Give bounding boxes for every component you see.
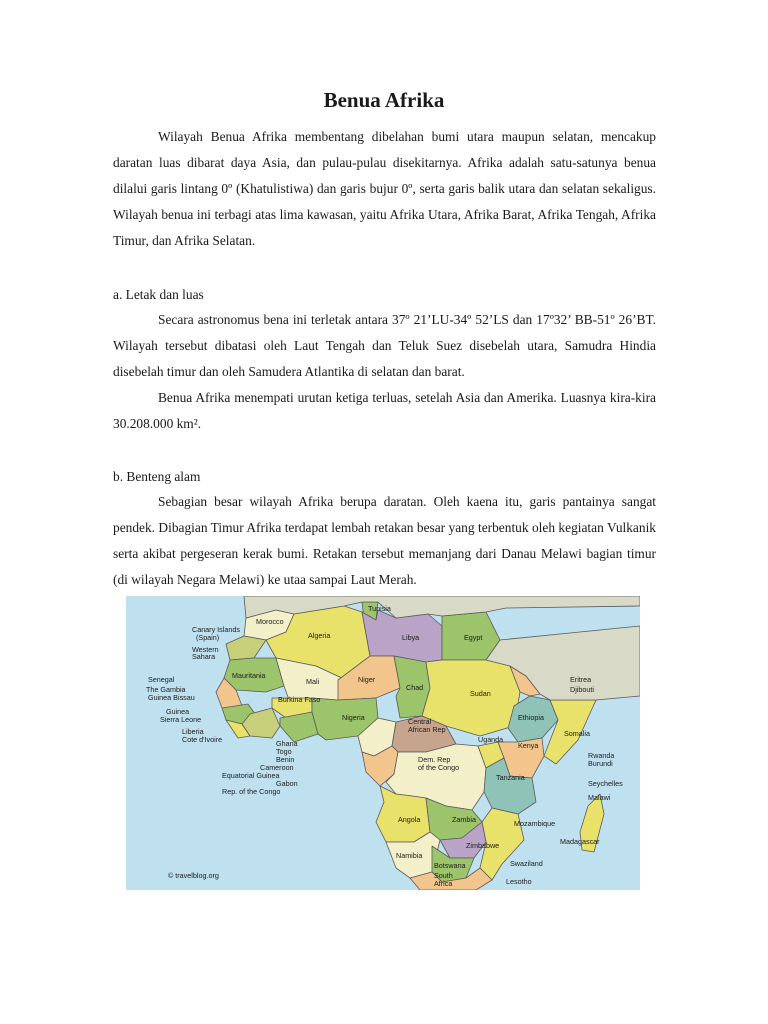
label-seychelles: Seychelles (588, 779, 623, 788)
label-togo: Togo (276, 747, 292, 756)
label-mozambique: Mozambique (514, 819, 556, 828)
label-mauritania: Mauritania (232, 671, 266, 680)
label-rwanda: Rwanda (588, 751, 615, 760)
label-somalia: Somalia (564, 729, 590, 738)
label-ethiopia: Ethiopia (518, 713, 544, 722)
label-mali: Mali (306, 677, 320, 686)
africa-map-svg (126, 596, 640, 890)
label-western-sahara: Western (192, 645, 219, 654)
label-south-africa: South (434, 871, 453, 880)
page-title: Benua Afrika (323, 88, 445, 112)
label-tanzania: Tanzania (496, 773, 525, 782)
section-a-paragraph-2: Benua Afrika menempati urutan ketiga terluas, setelah Asia dan Amerika. Luasnya kira-kira 30.208.000 km². (113, 390, 656, 431)
label-malawi: Malawi (588, 793, 611, 802)
label-liberia: Liberia (182, 727, 204, 736)
intro-paragraph: Wilayah Benua Afrika membentang dibelahan bumi utara maupun selatan, mencakup daratan luas dibarat daya Asia, dan pulau-pulau disekitarnya. Afrika adalah satu-satunya benua dilalui garis lintang 0º (Khatulistiwa) dan garis bujur 0º, serta garis balik utara dan selatan sekaligus. Wilayah benua ini terbagi atas lima kawasan, yaitu Afrika Utara, Afrika Barat, Afrika Tengah, Afrika Timur, dan Afrika Selatan. (113, 129, 656, 248)
label-eritrea: Eritrea (570, 675, 592, 684)
label-burkina: Burkina Faso (278, 695, 321, 704)
label-gambia: The Gambia (146, 685, 186, 694)
label-algeria: Algeria (308, 631, 331, 640)
label-morocco: Morocco (256, 617, 284, 626)
label-sudan: Sudan (470, 689, 491, 698)
label-madagascar: Madagascar (560, 837, 600, 846)
label-cameroon: Cameroon (260, 763, 294, 772)
label-botswana: Botswana (434, 861, 466, 870)
label-kenya: Kenya (518, 741, 539, 750)
label-namibia: Namibia (396, 851, 423, 860)
section-b-paragraph-1: Sebagian besar wilayah Afrika berupa daratan. Oleh kaena itu, garis pantainya sangat pendek. Dibagian Timur Afrika terdapat lembah retakan besar yang terbentuk oleh kegiatan Vulkanik serta akibat pergeseran kerak bumi. Retakan tersebut memanjang dari Danau Melawi bagian timur (di wilayah Negara Melawi) ke utaa sampai Laut Merah. (113, 494, 656, 587)
label-tunisia: Tunisia (368, 604, 391, 613)
label-canary: Canary Islands (192, 625, 240, 634)
label-drc-2: of the Congo (418, 763, 460, 772)
africa-political-map (126, 596, 640, 890)
western-sahara-region (226, 636, 266, 660)
label-rep-congo: Rep. of the Congo (222, 787, 281, 796)
label-cote: Cote d'Ivoire (182, 735, 223, 744)
label-ghana: Ghana (276, 739, 298, 748)
label-western-sahara-2: Sahara (192, 652, 216, 661)
map-credit: © travelblog.org (168, 871, 219, 880)
section-b-heading: b. Benteng alam (113, 469, 201, 484)
label-djibouti: Djibouti (570, 685, 594, 694)
label-chad: Chad (406, 683, 424, 692)
label-zimbabwe: Zimbabwe (466, 841, 500, 850)
label-burundi: Burundi (588, 759, 613, 768)
label-gabon: Gabon (276, 779, 298, 788)
label-lesotho: Lesotho (506, 877, 532, 886)
label-egypt: Egypt (464, 633, 483, 642)
label-libya: Libya (402, 633, 420, 642)
label-eq-guinea: Equatorial Guinea (222, 771, 280, 780)
label-car-2: African Rep (408, 725, 446, 734)
label-angola: Angola (398, 815, 421, 824)
label-south-africa-2: Africa (434, 879, 453, 888)
label-car: Central (408, 717, 432, 726)
label-senegal: Senegal (148, 675, 175, 684)
label-sierra-leone: Sierra Leone (160, 715, 202, 724)
label-benin: Benin (276, 755, 295, 764)
section-a-paragraph-1: Secara astronomus bena ini terletak antara 37º 21’LU-34º 52’LS dan 17º32’ BB-51º 26’BT. Wilayah tersebut dibatasi oleh Laut Tengah dan Teluk Suez disebelah utara, Samudra Hindia disebelah timur dan oleh Samudera Atlantika di selatan dan barat. (113, 312, 656, 379)
label-zambia: Zambia (452, 815, 476, 824)
label-guinea: Guinea (166, 707, 190, 716)
label-swaziland: Swaziland (510, 859, 543, 868)
label-niger: Niger (358, 675, 376, 684)
section-a-heading: a. Letak dan luas (113, 287, 204, 302)
label-uganda: Uganda (478, 735, 504, 744)
label-nigeria: Nigeria (342, 713, 365, 722)
label-canary-sub: (Spain) (196, 633, 220, 642)
label-drc: Dem. Rep (418, 755, 451, 764)
label-guinea-bissau: Guinea Bissau (148, 693, 195, 702)
